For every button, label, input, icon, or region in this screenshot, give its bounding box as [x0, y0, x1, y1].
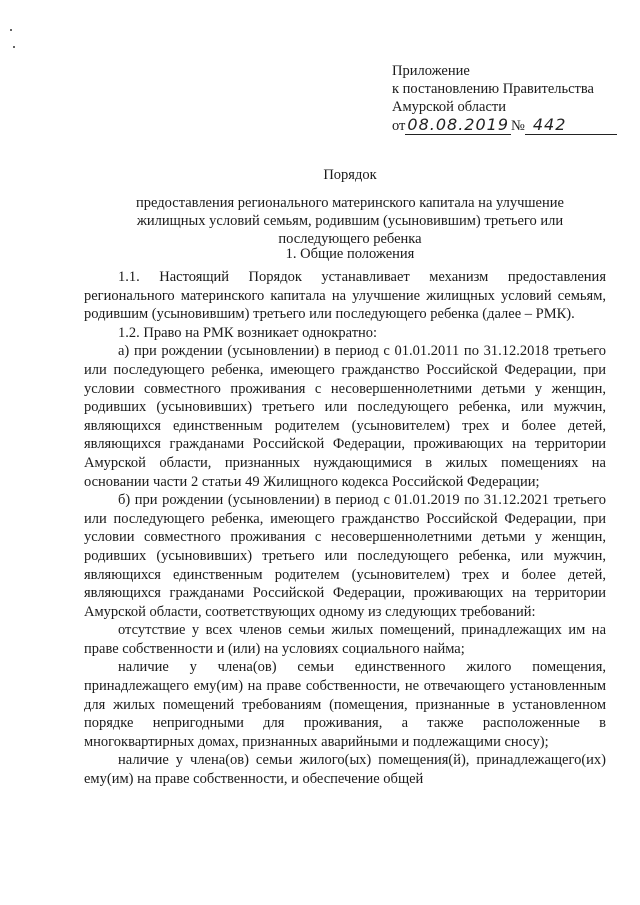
date-number-line — [392, 116, 632, 135]
title-main: Порядок — [323, 167, 377, 183]
requirement-2: наличие у члена(ов) семьи единственного жилого помещения, принадлежащего ему(им) на праве собственности, не отвечающего установленным для жилых помещений требованиям (помещения, признанные в установленном порядке непригодными для проживания, а также расположенные в многоквартирных домах, признанных аварийными и подлежащими сносу); — [84, 659, 606, 750]
region-name: Амурской области — [392, 99, 506, 115]
resolution-reference: к постановлению Правительства — [392, 81, 594, 97]
date-prefix: от — [392, 118, 406, 134]
requirement-1: отсутствие у всех членов семьи жилых помещений, принадлежащих им на праве собственности и (или) на условиях социального найма; — [84, 622, 606, 657]
paragraph-1-2: 1.2. Право на РМК возникает однократно: — [118, 324, 378, 341]
document-body — [84, 268, 606, 789]
handwritten-date: 08.08.2019 — [407, 115, 510, 134]
title-subtitle: предоставления регионального материнского капитала на улучшение жилищных условий семьям, родившим (усыновившим) третьего или последующего ребенка — [136, 195, 564, 247]
number-label: № — [511, 118, 525, 134]
document-title — [110, 166, 590, 248]
section-heading: 1. Общие положения — [285, 246, 415, 262]
scan-speck — [13, 46, 15, 48]
appendix-header — [392, 62, 632, 135]
paragraph-1-1: 1.1. Настоящий Порядок устанавливает механизм предоставления регионального материнского капитала на улучшение жилищных условий семьям, родившим (усыновившим) третьего или последующего ребенка (далее – РМК). — [84, 269, 606, 323]
requirement-3: наличие у члена(ов) семьи жилого(ых) помещения(й), принадлежащего(их) ему(им) на праве собственности, и обеспечение общей — [84, 752, 606, 788]
paragraph-b: б) при рождении (усыновлении) в период с 01.01.2019 по 31.12.2021 третьего или последующего ребенка, имеющего гражданство Российской Федерации, при условии совместного проживания с несовершеннолетними детьми у женщин, родивших (усыновивших) третьего или последующего ребенка, или мужчин, являющихся единственным родителем (усыновителем) трех и более детей, являющихся гражданами Российской Федерации, проживающих на территории Амурской области, соответствующих одному из следующих требований: — [84, 492, 606, 620]
paragraph-a: а) при рождении (усыновлении) в период с 01.01.2011 по 31.12.2018 третьего или последующего ребенка, имеющего гражданство Российской Федерации, при условии совместного проживания с несовершеннолетними детьми у женщин, родивших (усыновивших) третьего или последующего ребенка, или мужчин, являющихся единственным родителем (усыновителем) трех и более детей, являющихся гражданами Российской Федерации, проживающих на территории Амурской области, признанных нуждающимися в жилых помещениях на основании части 2 статьи 49 Жилищного кодекса Российской Федерации; — [84, 343, 606, 490]
appendix-label: Приложение — [392, 63, 470, 79]
handwritten-number: 442 — [525, 116, 617, 135]
scan-speck — [10, 29, 12, 31]
